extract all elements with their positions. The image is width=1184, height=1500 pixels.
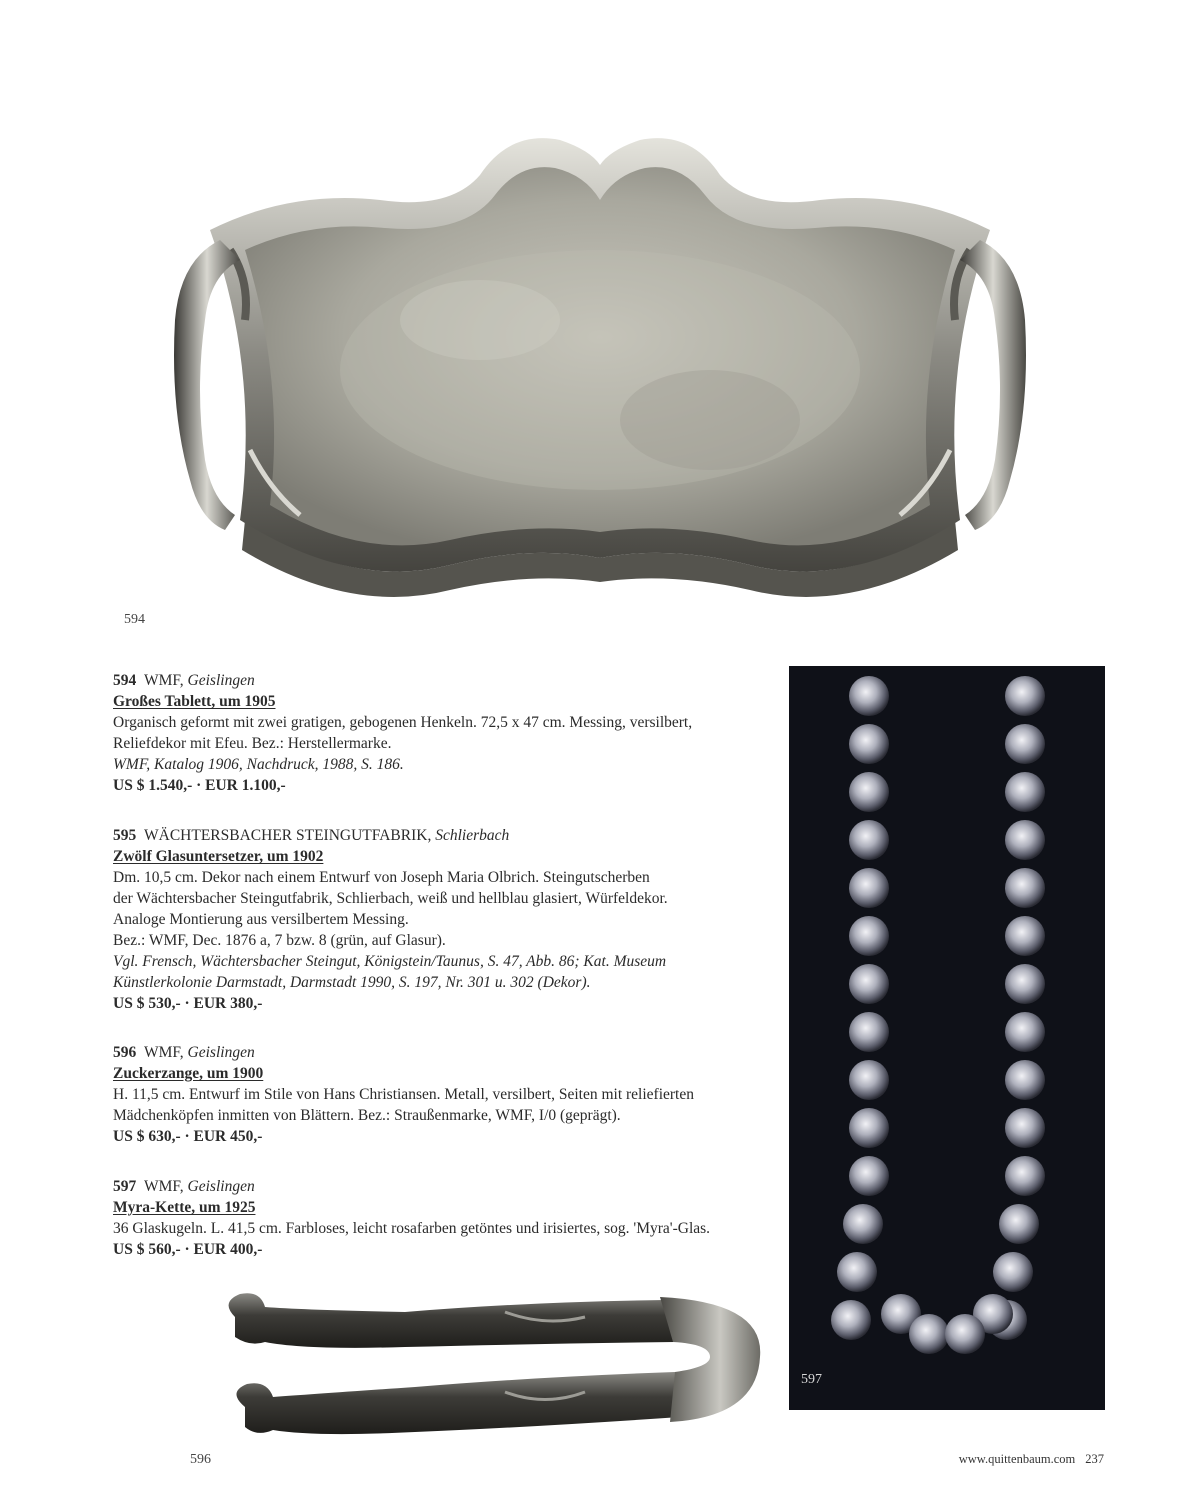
glass-bead	[1005, 964, 1045, 1004]
lot-maker: WMF,	[144, 1178, 184, 1195]
page-number: 237	[1085, 1452, 1104, 1466]
lot-reference: Künstlerkolonie Darmstadt, Darmstadt 1990, S. 197, Nr. 301 u. 302 (Dekor).	[113, 974, 591, 991]
glass-bead	[1005, 772, 1045, 812]
lot-description-line: Bez.: WMF, Dec. 1876 a, 7 bzw. 8 (grün, auf Glasur).	[113, 932, 446, 949]
necklace-figure-label: 597	[801, 1372, 822, 1387]
glass-bead	[1005, 724, 1045, 764]
glass-bead	[849, 1156, 889, 1196]
glass-bead	[1005, 916, 1045, 956]
necklace-image	[789, 666, 1105, 1410]
lot-place: Geislingen	[187, 1044, 255, 1061]
lot-596	[113, 1042, 773, 1147]
glass-bead	[1005, 820, 1045, 860]
glass-bead	[1005, 1012, 1045, 1052]
lot-description-line: 36 Glaskugeln. L. 41,5 cm. Farbloses, leicht rosafarben getöntes und irisiertes, sog. 'Myra'-Glas.	[113, 1220, 711, 1237]
lot-price: US $ 530,- · EUR 380,-	[113, 995, 263, 1012]
glass-bead	[849, 820, 889, 860]
footer-website: www.quittenbaum.com	[958, 1452, 1076, 1466]
lot-number: 596	[113, 1044, 137, 1061]
glass-bead	[1005, 1156, 1045, 1196]
lot-594	[113, 670, 773, 796]
glass-bead	[945, 1314, 985, 1354]
lot-reference: WMF, Katalog 1906, Nachdruck, 1988, S. 186.	[113, 756, 404, 773]
lot-description-line: Organisch geformt mit zwei gratigen, gebogenen Henkeln. 72,5 x 47 cm. Messing, versilbert,	[113, 714, 693, 731]
glass-bead	[849, 916, 889, 956]
tray-image	[150, 120, 1050, 620]
lot-maker: WMF,	[144, 1044, 184, 1061]
glass-bead	[1005, 868, 1045, 908]
glass-bead	[849, 772, 889, 812]
glass-bead	[999, 1204, 1039, 1244]
glass-bead	[849, 676, 889, 716]
lot-number: 594	[113, 672, 137, 689]
lot-price: US $ 630,- · EUR 450,-	[113, 1128, 263, 1145]
lot-title: Großes Tablett, um 1905	[113, 693, 276, 710]
glass-bead	[849, 1012, 889, 1052]
lot-place: Schlierbach	[435, 827, 510, 844]
lot-price: US $ 1.540,- · EUR 1.100,-	[113, 777, 286, 794]
glass-bead	[849, 868, 889, 908]
lot-place: Geislingen	[187, 1178, 255, 1195]
lot-595	[113, 825, 773, 1014]
page-footer	[959, 1452, 1104, 1467]
lot-description-line: der Wächtersbacher Steingutfabrik, Schlierbach, weiß und hellblau glasiert, Würfeldekor.	[113, 890, 668, 907]
glass-bead	[993, 1252, 1033, 1292]
glass-bead	[849, 724, 889, 764]
glass-bead	[849, 1060, 889, 1100]
glass-bead	[849, 964, 889, 1004]
tongs-figure-label: 596	[190, 1452, 211, 1467]
lot-title: Zwölf Glasuntersetzer, um 1902	[113, 848, 324, 865]
glass-bead	[849, 1108, 889, 1148]
tray-figure-label: 594	[124, 612, 145, 627]
lot-description-line: Reliefdekor mit Efeu. Bez.: Herstellermarke.	[113, 735, 392, 752]
lot-maker: WMF,	[144, 672, 184, 689]
lot-place: Geislingen	[187, 672, 255, 689]
lot-597	[113, 1176, 773, 1260]
lot-price: US $ 560,- · EUR 400,-	[113, 1241, 263, 1258]
glass-bead	[1005, 1060, 1045, 1100]
tongs-image	[205, 1282, 775, 1472]
lot-description-line: Mädchenköpfen inmitten von Blättern. Bez.: Straußenmarke, WMF, I/0 (geprägt).	[113, 1107, 621, 1124]
glass-bead	[1005, 676, 1045, 716]
lot-title: Zuckerzange, um 1900	[113, 1065, 264, 1082]
lot-title: Myra-Kette, um 1925	[113, 1199, 256, 1216]
glass-bead	[831, 1300, 871, 1340]
lot-description-line: Dm. 10,5 cm. Dekor nach einem Entwurf von Joseph Maria Olbrich. Steingutscherben	[113, 869, 650, 886]
lot-description-line: H. 11,5 cm. Entwurf im Stile von Hans Christiansen. Metall, versilbert, Seiten mit reliefierten	[113, 1086, 694, 1103]
lot-description-line: Analoge Montierung aus versilbertem Messing.	[113, 911, 409, 928]
glass-bead	[837, 1252, 877, 1292]
lot-number: 597	[113, 1178, 137, 1195]
lot-maker: WÄCHTERSBACHER STEINGUTFABRIK,	[144, 827, 432, 844]
glass-bead	[1005, 1108, 1045, 1148]
lot-number: 595	[113, 827, 137, 844]
necklace-beads	[789, 666, 1105, 1410]
glass-bead	[843, 1204, 883, 1244]
lot-reference: Vgl. Frensch, Wächtersbacher Steingut, Königstein/Taunus, S. 47, Abb. 86; Kat. Museum	[113, 953, 667, 970]
glass-bead	[909, 1314, 949, 1354]
